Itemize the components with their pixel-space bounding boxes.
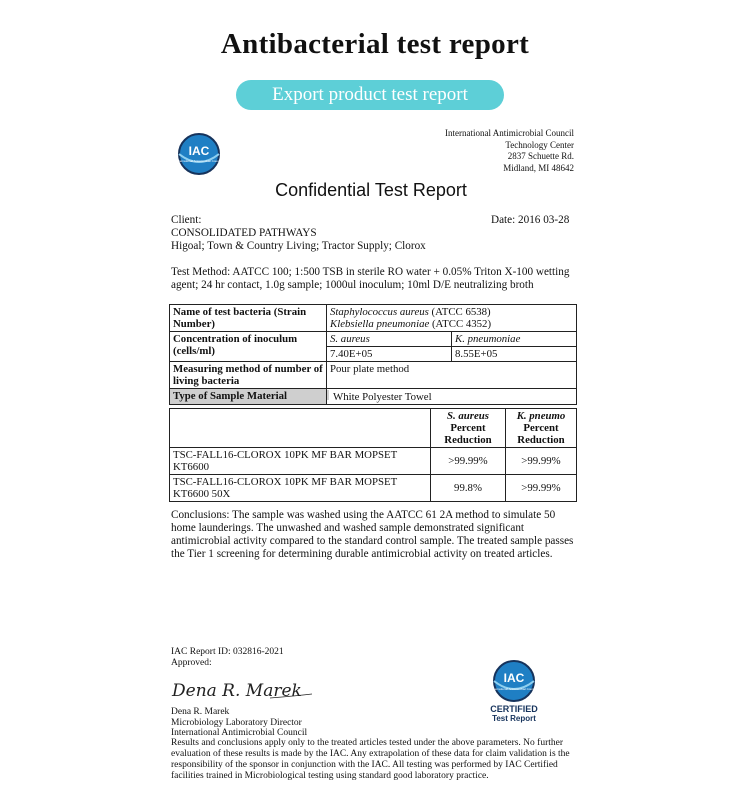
row-label: Name of test bacteria (Strain Number) bbox=[170, 305, 327, 332]
council-address bbox=[445, 128, 574, 174]
report-title: Confidential Test Report bbox=[275, 180, 467, 200]
sa-reduction: 99.8% bbox=[431, 475, 506, 502]
report-id-block bbox=[171, 647, 284, 669]
logo-subtext: International Antimicrobial Council bbox=[176, 159, 222, 163]
approved-label: Approved: bbox=[171, 658, 212, 668]
sa-label: S. aureus bbox=[327, 332, 452, 347]
page-title: Antibacterial test report bbox=[220, 28, 530, 60]
header-blank bbox=[170, 409, 431, 448]
iac-logo-icon bbox=[170, 125, 228, 183]
address-line: Technology Center bbox=[505, 139, 574, 150]
conclusions: Conclusions: The sample was washed using the AATCC 61 2A method to simulate 50 home launderings. The unwashed and washed sample demonstrated significant antimicrobial activity compared to the standard control sample. The treated sample passes the Tier 1 screening for determining durable antimicrobial activity on treated articles. bbox=[171, 509, 574, 560]
kp-reduction: >99.99% bbox=[506, 475, 577, 502]
signature-text: Dena R. Marek bbox=[172, 681, 302, 701]
client-name: CONSOLIDATED PATHWAYS bbox=[171, 227, 317, 239]
client-label: Client: bbox=[171, 214, 202, 226]
export-report-badge: Export product test report bbox=[236, 80, 504, 110]
report-id: IAC Report ID: 032816-2021 bbox=[171, 647, 284, 657]
row-label: Concentration of inoculum (cells/ml) bbox=[170, 332, 327, 362]
kp-reduction: >99.99% bbox=[506, 448, 577, 475]
measuring-method: Pour plate method bbox=[327, 362, 577, 389]
sample-name: TSC-FALL16-CLOROX 10PK MF BAR MOPSET KT6600 50X bbox=[170, 475, 431, 502]
test-method: Test Method: AATCC 100; 1:500 TSB in sterile RO water + 0.05% Triton X-100 wetting agent; 24 hr contact, 1.0g sample; 1000ul inoculum; 10ml D/E neutralizing broth bbox=[171, 266, 570, 291]
signer-title: Microbiology Laboratory Director bbox=[171, 717, 302, 728]
row-label: Type of Sample Material bbox=[170, 389, 327, 405]
seal-subtext: International Antimicrobial Council bbox=[491, 687, 537, 691]
sa-header: S. aureus Percent Reduction bbox=[431, 409, 506, 448]
logo-text: IAC bbox=[188, 144, 210, 158]
bacteria-names: Staphylococcus aureus (ATCC 6538) Klebsiella pneumoniae (ATCC 4352) bbox=[327, 305, 577, 332]
signer-org: International Antimicrobial Council bbox=[171, 728, 308, 738]
kp-concentration: 8.55E+05 bbox=[452, 347, 577, 362]
table-row bbox=[170, 448, 577, 475]
signer-block bbox=[171, 707, 307, 739]
signature bbox=[170, 676, 320, 704]
sa-concentration: 7.40E+05 bbox=[327, 347, 452, 362]
kp-label: K. pneumoniae bbox=[452, 332, 577, 347]
seal-test-report: Test Report bbox=[492, 714, 536, 723]
address-line: Midland, MI 48642 bbox=[503, 162, 574, 173]
seal-logo-text: IAC bbox=[503, 671, 525, 685]
table-row bbox=[170, 475, 577, 502]
row-label: Measuring method of number of living bacteria bbox=[170, 362, 327, 389]
sa-reduction: >99.99% bbox=[431, 448, 506, 475]
report-date: Date: 2016 03-28 bbox=[491, 214, 570, 226]
bacteria-table bbox=[169, 304, 577, 405]
iac-certified-seal-icon bbox=[472, 657, 556, 723]
client-block bbox=[171, 214, 426, 253]
sample-name: TSC-FALL16-CLOROX 10PK MF BAR MOPSET KT6600 bbox=[170, 448, 431, 475]
disclaimer: Results and conclusions apply only to the treated articles tested under the above parameters. No further evaluation of these results is made by the IAC. Any extrapolation of these data for claim validation is the responsibility of the sponsor in conjunction with the IAC. All testing was performed by IAC Certified facilities trained in Microbiological testing using standard good laboratory practice. bbox=[171, 738, 570, 781]
signer-name: Dena R. Marek bbox=[171, 707, 230, 717]
results-table bbox=[169, 408, 577, 502]
sample-material: White Polyester Towel bbox=[327, 389, 577, 405]
kp-header: K. pneumo Percent Reduction bbox=[506, 409, 577, 448]
seal-certified: CERTIFIED bbox=[490, 704, 538, 714]
address-line: 2837 Schuette Rd. bbox=[507, 151, 574, 161]
client-brands: Higoal; Town & Country Living; Tractor Supply; Clorox bbox=[171, 240, 426, 252]
address-line: International Antimicrobial Council bbox=[445, 128, 574, 138]
